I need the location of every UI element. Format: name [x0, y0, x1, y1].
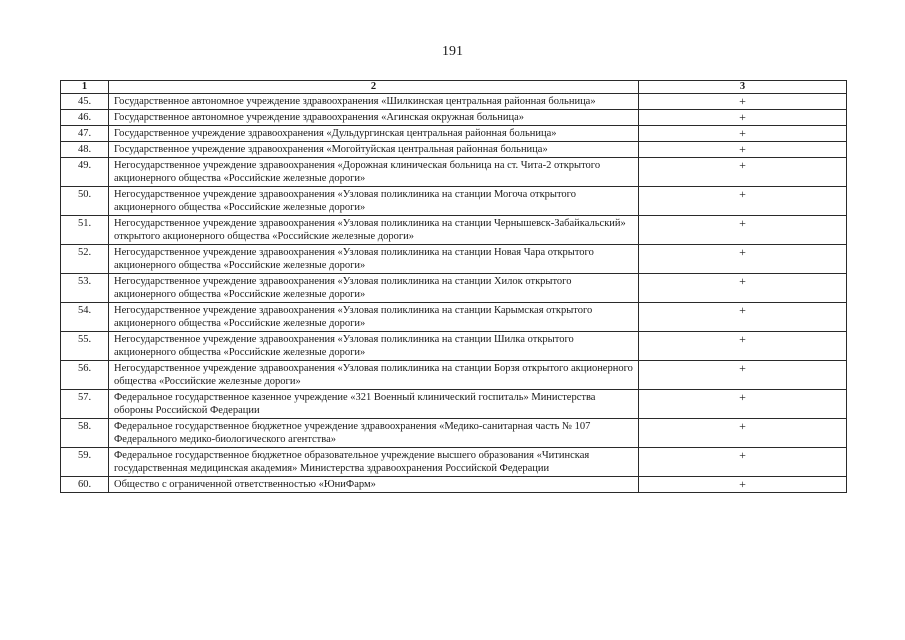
- row-number: 59.: [61, 448, 109, 477]
- organization-name: Негосударственное учреждение здравоохранения «Узловая поликлиника на станции Карымская открытого акционерного общества «Российские железные дороги»: [109, 303, 639, 332]
- participation-mark: +: [639, 245, 847, 274]
- table-row: [61, 274, 847, 303]
- table-row: [61, 216, 847, 245]
- participation-mark: +: [639, 110, 847, 126]
- row-number: 53.: [61, 274, 109, 303]
- participation-mark: +: [639, 390, 847, 419]
- row-number: 57.: [61, 390, 109, 419]
- row-number: 51.: [61, 216, 109, 245]
- organization-name: Государственное автономное учреждение здравоохранения «Шилкинская центральная районная больница»: [109, 94, 639, 110]
- participation-mark: +: [639, 187, 847, 216]
- table-row: [61, 332, 847, 361]
- table-row: [61, 94, 847, 110]
- row-number: 60.: [61, 477, 109, 493]
- table-row: [61, 126, 847, 142]
- participation-mark: +: [639, 448, 847, 477]
- participation-mark: +: [639, 361, 847, 390]
- organization-name: Общество с ограниченной ответственностью «ЮниФарм»: [109, 477, 639, 493]
- row-number: 56.: [61, 361, 109, 390]
- organization-name: Федеральное государственное бюджетное образовательное учреждение высшего образования «Читинская государственная медицинская академия» Министерства здравоохранения Российской Федерации: [109, 448, 639, 477]
- organization-name: Федеральное государственное бюджетное учреждение здравоохранения «Медико-санитарная часть № 107 Федерального медико-биологического агентства»: [109, 419, 639, 448]
- row-number: 50.: [61, 187, 109, 216]
- column-header-number: 1: [61, 81, 109, 94]
- table-row: [61, 303, 847, 332]
- row-number: 54.: [61, 303, 109, 332]
- table-row: [61, 187, 847, 216]
- participation-mark: +: [639, 419, 847, 448]
- organization-name: Негосударственное учреждение здравоохранения «Узловая поликлиника на станции Борзя открытого акционерного общества «Российские железные дороги»: [109, 361, 639, 390]
- table-header-row: [61, 81, 847, 94]
- participation-mark: +: [639, 158, 847, 187]
- row-number: 48.: [61, 142, 109, 158]
- table-row: [61, 361, 847, 390]
- organization-name: Негосударственное учреждение здравоохранения «Узловая поликлиника на станции Чернышевск-Забайкальский» открытого акционерного общества «Российские железные дороги»: [109, 216, 639, 245]
- organization-name: Государственное учреждение здравоохранения «Дульдургинская центральная районная больница»: [109, 126, 639, 142]
- organizations-table: [60, 80, 847, 493]
- organization-name: Негосударственное учреждение здравоохранения «Дорожная клиническая больница на ст. Чита-2 открытого акционерного общества «Российские железные дороги»: [109, 158, 639, 187]
- participation-mark: +: [639, 303, 847, 332]
- table-row: [61, 245, 847, 274]
- table-row: [61, 477, 847, 493]
- row-number: 49.: [61, 158, 109, 187]
- table-row: [61, 142, 847, 158]
- row-number: 52.: [61, 245, 109, 274]
- row-number: 45.: [61, 94, 109, 110]
- table-row: [61, 419, 847, 448]
- participation-mark: +: [639, 274, 847, 303]
- participation-mark: +: [639, 332, 847, 361]
- table-row: [61, 158, 847, 187]
- organization-name: Негосударственное учреждение здравоохранения «Узловая поликлиника на станции Шилка открытого акционерного общества «Российские железные дороги»: [109, 332, 639, 361]
- row-number: 46.: [61, 110, 109, 126]
- participation-mark: +: [639, 216, 847, 245]
- table-row: [61, 390, 847, 419]
- organization-name: Негосударственное учреждение здравоохранения «Узловая поликлиника на станции Могоча открытого акционерного общества «Российские железные дороги»: [109, 187, 639, 216]
- organization-name: Федеральное государственное казенное учреждение «321 Военный клинический госпиталь» Министерства обороны Российской Федерации: [109, 390, 639, 419]
- row-number: 55.: [61, 332, 109, 361]
- column-header-name: 2: [109, 81, 639, 94]
- table-row: [61, 448, 847, 477]
- table-row: [61, 110, 847, 126]
- participation-mark: +: [639, 477, 847, 493]
- participation-mark: +: [639, 94, 847, 110]
- row-number: 47.: [61, 126, 109, 142]
- organization-name: Негосударственное учреждение здравоохранения «Узловая поликлиника на станции Новая Чара открытого акционерного общества «Российские железные дороги»: [109, 245, 639, 274]
- participation-mark: +: [639, 142, 847, 158]
- participation-mark: +: [639, 126, 847, 142]
- page-number: 191: [442, 44, 463, 59]
- organization-name: Негосударственное учреждение здравоохранения «Узловая поликлиника на станции Хилок открытого акционерного общества «Российские железные дороги»: [109, 274, 639, 303]
- column-header-mark: 3: [639, 81, 847, 94]
- row-number: 58.: [61, 419, 109, 448]
- organization-name: Государственное автономное учреждение здравоохранения «Агинская окружная больница»: [109, 110, 639, 126]
- organization-name: Государственное учреждение здравоохранения «Могойтуйская центральная районная больница»: [109, 142, 639, 158]
